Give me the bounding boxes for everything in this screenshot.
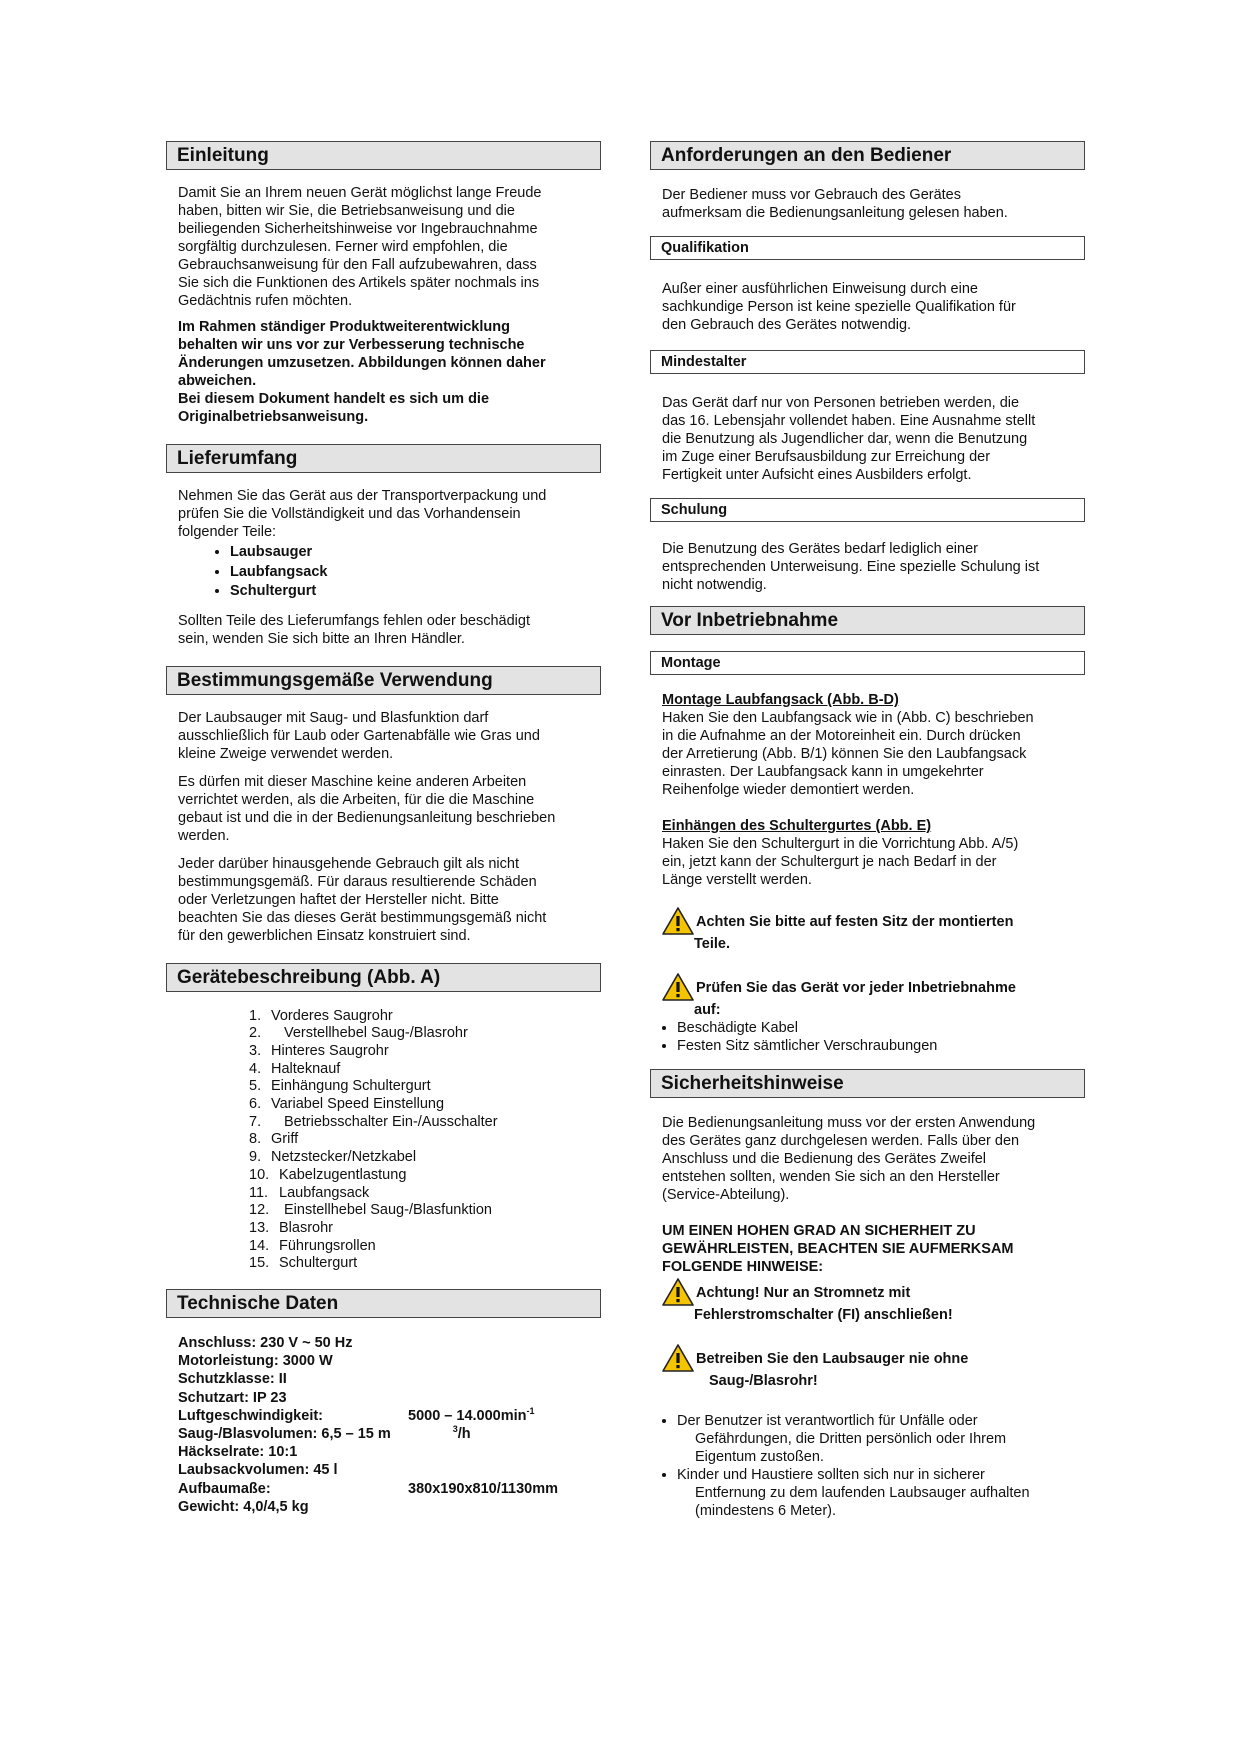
tech-row: Laubsackvolumen: 45 l [178, 1462, 338, 1479]
list-item: 11. Laubfangsack [249, 1184, 370, 1201]
safety-list [662, 1412, 1073, 1520]
lieferumfang-para-1: Nehmen Sie das Gerät aus der Transportverpackung und prüfen Sie die Vollständigkeit und das Vorhandensein folgender Teile: [178, 488, 547, 540]
warning-note: Achtung! Nur an Stromnetz mit [662, 1284, 1073, 1306]
safety-caps: UM EINEN HOHEN GRAD AN SICHERHEIT ZU GEWÄHRLEISTEN, BEACHTEN SIE AUFMERKSAM FOLGENDE HINWEISE: [662, 1223, 1014, 1275]
list-item: 8. Griff [249, 1131, 299, 1148]
anforderungen-body: Der Bediener muss vor Gebrauch des Gerätes aufmerksam die Bedienungsanleitung gelesen haben. [662, 187, 1008, 221]
tech-row: Schutzart: IP 23 [178, 1389, 287, 1406]
anforderungen-header: Anforderungen an den Bediener [650, 141, 1085, 170]
list-item: • Laubsauger [230, 543, 589, 563]
inbetrieb-header: Vor Inbetriebnahme [650, 606, 1085, 635]
verwendung-body [166, 709, 601, 945]
montage-subtitle: Montage Laubfangsack (Abb. B-D) [662, 692, 899, 708]
schulung-header: Schulung [650, 498, 1085, 522]
tech-row: Luftgeschwindigkeit: $5000 - 14.000\min^{-1}$ [178, 1406, 535, 1424]
warning-icon [662, 1278, 694, 1306]
montage-header: Montage [650, 651, 1085, 675]
list-item: 1. Vorderes Saugrohr [249, 1007, 393, 1024]
lieferumfang-header: Lieferumfang [166, 444, 601, 473]
tech-row: Anschluss: 230 V ~ 50 Hz [178, 1335, 353, 1352]
mindestalter-body: Das Gerät darf nur von Personen betrieben werden, die das 16. Lebensjahr vollendet haben. Eine Ausnahme stellt die Benutzung als Jugendlicher dar, wenn die Benutzung im Zuge einer Berufsausbildung zur Erreichung der Fertigkeit unter Aufsicht eines Ausbilders erfolgt. [662, 395, 1036, 483]
schultergurt-subtitle: Einhängen des Schultergurtes (Abb. E) [662, 818, 932, 834]
einleitung-body [166, 184, 601, 426]
lieferumfang-para-2: Sollten Teile des Lieferumfangs fehlen oder beschädigt sein, wenden Sie sich bitte an Ihren Händler. [178, 612, 530, 647]
beschreibung-body [166, 1008, 601, 1274]
sicherheit-body: Die Bedienungsanleitung muss vor der ersten Anwendung des Gerätes ganz durchgelesen werden. Falls über den Anschluss und die Bedienung des Gerätes Zweifel entstehen sollten, wenden Sie sich an den Hersteller (Service-Abteilung). UM EINEN HOHEN GRAD AN SICHERHEIT ZU GEWÄHRLEISTEN, BEACHTEN SIE AUFMERKSAM FOLGENDE HINWEISE: Achtung! Nur an Stromnetz mit Fehlerstromschalter (FI) anschließen! Betreiben Sie den Laubsauger nie ohne Saug-/Blasrohr! • Der Benutzer ist verantwortlich für Unfälle oder Gefährdungen, die Dritten persönlich oder Ihrem Eigentum zustoßen. • Kinder und Haustiere sollten sich nur in sicherer Entfernung zu dem laufenden Laubsauger aufhalten (mindestens 6 Meter). [650, 1114, 1085, 1520]
warning-note: Prüfen Sie das Gerät vor jeder Inbetriebnahme [662, 979, 1073, 1001]
check-list [662, 1019, 1073, 1055]
parts-list [178, 1008, 589, 1274]
inbetrieb-body: Montage Laubfangsack (Abb. B-D) Haken Sie den Laubfangsack wie in (Abb. C) beschrieben in die Aufnahme an der Motoreinheit ein. Durch drücken der Arretierung (Abb. B/1) können Sie den Laubfangsack einrasten. Der Laubfangsack kann in umgekehrter Reihenfolge wieder demontiert werden. Einhängen des Schultergurtes (Abb. E) Haken Sie den Schultergurt in die Vorrichtung Abb. A/5) ein, jetzt kann der Schultergurt je nach Bedarf in der Länge verstellt werden. Achten Sie bitte auf festen Sitz der montierten Teile. Prüfen Sie das Gerät vor jeder Inbetriebnahme auf: • Beschädigte Kabel • Festen Sitz sämtlicher Verschraubungen [650, 691, 1085, 1055]
list-item: • Festen Sitz sämtlicher Verschraubungen [677, 1037, 1073, 1055]
tech-row: Schutzklasse: II [178, 1371, 287, 1388]
verwendung-para-1: Der Laubsauger mit Saug- und Blasfunktion darf ausschließlich für Laub oder Gartenabfälle wie Gras und kleine Zweige verwendet werden. [178, 709, 540, 762]
warning-note: Betreiben Sie den Laubsauger nie ohne [662, 1350, 1073, 1372]
warning-icon [662, 1344, 694, 1372]
list-item: • Schultergurt [230, 582, 589, 602]
technik-header: Technische Daten [166, 1289, 601, 1318]
right-column [650, 141, 1085, 1520]
list-item: 15. Schultergurt [249, 1255, 358, 1272]
tech-row: Aufbaumaße: 380x190x810/1130mm [178, 1480, 558, 1497]
list-item: 7. Betriebsschalter Ein-/Ausschalter [249, 1113, 498, 1130]
beschreibung-header: Gerätebeschreibung (Abb. A) [166, 963, 601, 992]
list-item: 13. Blasrohr [249, 1219, 333, 1236]
list-item: 6. Variabel Speed Einstellung [249, 1096, 445, 1113]
tech-row: Motorleistung: 3000 W [178, 1353, 333, 1370]
qualifikation-body: Außer einer ausführlichen Einweisung durch eine sachkundige Person ist keine spezielle Qualifikation für den Gebrauch des Gerätes notwendig. [662, 281, 1016, 333]
sicherheit-header: Sicherheitshinweise [650, 1069, 1085, 1098]
qualifikation-header: Qualifikation [650, 236, 1085, 260]
einleitung-para-1: Damit Sie an Ihrem neuen Gerät möglichst lange Freude haben, bitten wir Sie, die Betriebsanweisung und die beiliegenden Sicherheitshinweise vor Ingebrauchnahme sorgfältig durchzulesen. Ferner wird empfohlen, die Gebrauchsanweisung für den Fall aufzubewahren, dass Sie sich die Funktionen des Artikels später nochmals ins Gedächtnis rufen möchten. [178, 185, 542, 309]
list-item: • Der Benutzer ist verantwortlich für Unfälle oder Gefährdungen, die Dritten persönlich oder Ihrem Eigentum zustoßen. [677, 1412, 1073, 1466]
lieferumfang-list [178, 543, 589, 602]
warning-icon [662, 907, 694, 935]
list-item: 4. Halteknauf [249, 1060, 341, 1077]
mindestalter-header: Mindestalter [650, 350, 1085, 374]
list-item: 9. Netzstecker/Netzkabel [249, 1149, 417, 1166]
warning-icon [662, 973, 694, 1001]
warning-note: Achten Sie bitte auf festen Sitz der montierten [662, 913, 1073, 935]
list-item: • Laubfangsack [230, 563, 589, 583]
lieferumfang-body [166, 487, 601, 648]
list-item: 10. Kabelzugentlastung [249, 1166, 407, 1183]
list-item: 3. Hinteres Saugrohr [249, 1042, 389, 1059]
list-item: 12. Einstellhebel Saug-/Blasfunktion [249, 1202, 492, 1219]
tech-row: Häckselrate: 10:1 [178, 1444, 298, 1461]
tech-row: Gewicht: 4,0/4,5 kg [178, 1498, 309, 1515]
verwendung-header: Bestimmungsgemäße Verwendung [166, 666, 601, 695]
left-column [166, 141, 601, 1516]
einleitung-header: Einleitung [166, 141, 601, 170]
verwendung-para-2: Es dürfen mit dieser Maschine keine anderen Arbeiten verrichtet werden, als die Arbeiten, für die die Maschine gebaut ist und die in der Bedienungsanleitung beschrieben werden. [178, 773, 556, 844]
list-item: 2. Verstellhebel Saug-/Blasrohr [249, 1025, 468, 1042]
schulung-body: Die Benutzung des Gerätes bedarf lediglich einer entsprechenden Unterweisung. Eine spezielle Schulung ist nicht notwendig. [662, 541, 1040, 593]
einleitung-para-2: Im Rahmen ständiger Produktweiterentwicklung behalten wir uns vor zur Verbesserung technische Änderungen umzusetzen. Abbildungen können daher abweichen. Bei diesem Dokument handelt es sich um die Originalbetriebsanweisung. [178, 319, 546, 425]
list-item: 5. Einhängung Schultergurt [249, 1078, 431, 1095]
list-item: 14. Führungsrollen [249, 1237, 376, 1254]
tech-row: Saug-/Blasvolumen: 6,5 – 15 m $^3$/h [178, 1424, 471, 1443]
verwendung-para-3: Jeder darüber hinausgehende Gebrauch gilt als nicht bestimmungsgemäß. Für daraus resultierende Schäden oder Verletzungen haftet der Hersteller nicht. Bitte beachten Sie das dieses Gerät bestimmungsgemäß nicht für den gewerblichen Einsatz konstruiert sind. [178, 855, 547, 944]
list-item: • Kinder und Haustiere sollten sich nur in sicherer Entfernung zu dem laufenden Laubsauger aufhalten (mindestens 6 Meter). [677, 1466, 1073, 1520]
list-item: • Beschädigte Kabel [677, 1019, 1073, 1037]
technik-body [166, 1334, 601, 1516]
